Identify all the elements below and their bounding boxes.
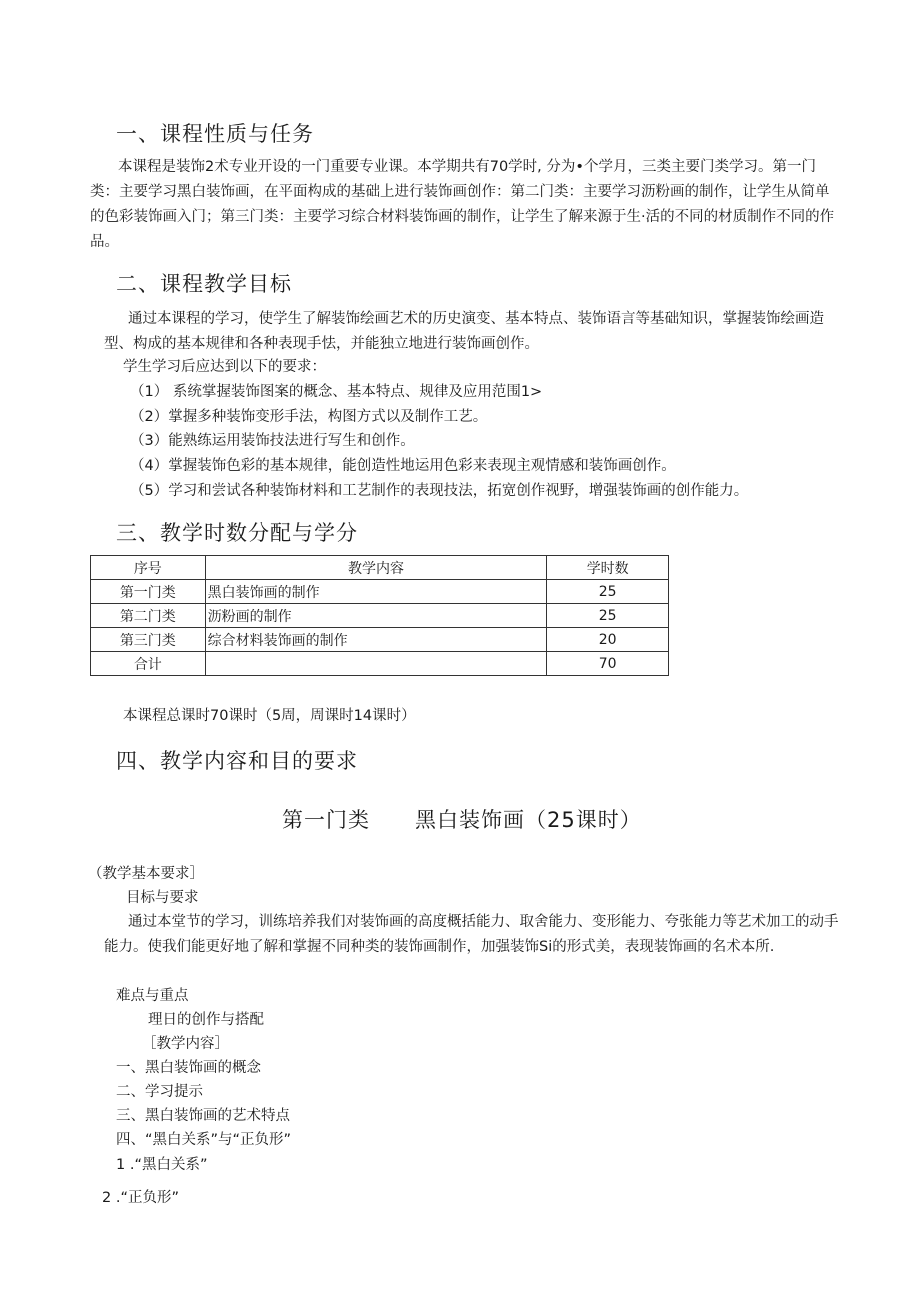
- row-content: 沥粉画的制作: [205, 604, 547, 628]
- goal-body: 通过本堂节的学习，训练培养我们对装饰画的高度概括能力、取舍能力、变形能力、夸张能力等艺术加工的动手能力。使我们能更好地了解和掌握不同种类的装饰画制作，加强装饰Si的形式美，表现装饰画的名术本所.: [104, 914, 839, 955]
- requirement-item: （5）学习和尝试各种装饰材料和工艺制作的表现技法，拓宽创作视野，增强装饰画的创作能力。: [130, 483, 749, 499]
- content-item: 三、黑白装饰画的艺术特点: [116, 1108, 290, 1124]
- row-index: 第二门类: [91, 604, 206, 628]
- section-1-title: 一、课程性质与任务: [116, 122, 314, 146]
- header-hours: 学时数: [547, 556, 669, 580]
- requirements-lead: 学生学习后应达到以下的要求：: [123, 359, 326, 375]
- row-index: 合计: [91, 652, 206, 676]
- section-4-title: 四、教学内容和目的要求: [116, 749, 358, 773]
- requirement-item: （1） 系统掌握装饰图案的概念、基本特点、规律及应用范围1>: [130, 384, 543, 400]
- table-row: [91, 628, 669, 652]
- requirement-item: （3）能熟练运用装饰技法进行写生和创作。: [130, 433, 415, 449]
- row-hours: 25: [547, 604, 669, 628]
- content-item: 二、学习提示: [116, 1084, 203, 1100]
- category-subtitle: 黑白装饰画（25课时）: [415, 808, 642, 832]
- content-item: 一、黑白装饰画的概念: [116, 1060, 261, 1076]
- row-content: 综合材料装饰画的制作: [205, 628, 547, 652]
- section-1-body: 本课程是装饰2术专业开设的一门重要专业课。本学期共有70学时, 分为•个学月，三类主要门类学习。第一门类：主要学习黑白装饰画，在平面构成的基础上进行装饰画创作：第二门类：主要学习沥粉画的制作，让学生从简单的色彩装饰画入门；第三门类：主要学习综合材料装饰画的制作，让学生了解来源于生·活的不同的材质制作不同的作品。: [90, 159, 835, 250]
- section-3-title: 三、教学时数分配与学分: [116, 521, 358, 545]
- table-row: [91, 580, 669, 604]
- row-content: 黑白装饰画的制作: [205, 580, 547, 604]
- basic-requirements-heading: （教学基本要求］: [88, 866, 204, 882]
- table-row: [91, 604, 669, 628]
- content-label: ［教学内容］: [142, 1036, 229, 1052]
- goal-label: 目标与要求: [126, 890, 199, 906]
- requirement-item: （2）掌握多种装饰变形手法，构图方式以及制作工艺。: [130, 409, 488, 425]
- content-sub-item: 1 .“黑白关系”: [116, 1157, 208, 1173]
- row-index: 第三门类: [91, 628, 206, 652]
- difficulty-label: 难点与重点: [116, 988, 189, 1004]
- requirement-item: （4）掌握装饰色彩的基本规律，能创造性地运用色彩来表现主观情感和装饰画创作。: [130, 458, 676, 474]
- row-hours: 20: [547, 628, 669, 652]
- table-header-row: [91, 556, 669, 580]
- row-hours: 70: [547, 652, 669, 676]
- content-sub-item: 2 .“正负形”: [102, 1190, 179, 1206]
- hours-table: [90, 555, 669, 676]
- content-item: 四、“黑白关系”与“正负形”: [116, 1132, 292, 1148]
- section-2-title: 二、课程教学目标: [116, 272, 292, 296]
- row-hours: 25: [547, 580, 669, 604]
- category-title: 第一门类: [282, 808, 370, 832]
- row-content: [205, 652, 547, 676]
- total-hours-summary: 本课程总课时70课时（5周，周课时14课时）: [123, 708, 416, 724]
- section-2-intro: 通过本课程的学习，使学生了解装饰绘画艺术的历史演变、基本特点、装饰语言等基础知识，掌握装饰绘画造型、构成的基本规律和各种表现手怯，并能独立地进行装饰画创作。: [104, 311, 824, 352]
- header-index: 序号: [91, 556, 206, 580]
- table-row-total: [91, 652, 669, 676]
- header-content: 教学内容: [205, 556, 547, 580]
- row-index: 第一门类: [91, 580, 206, 604]
- difficulty-body: 理日的创作与搭配: [148, 1012, 264, 1028]
